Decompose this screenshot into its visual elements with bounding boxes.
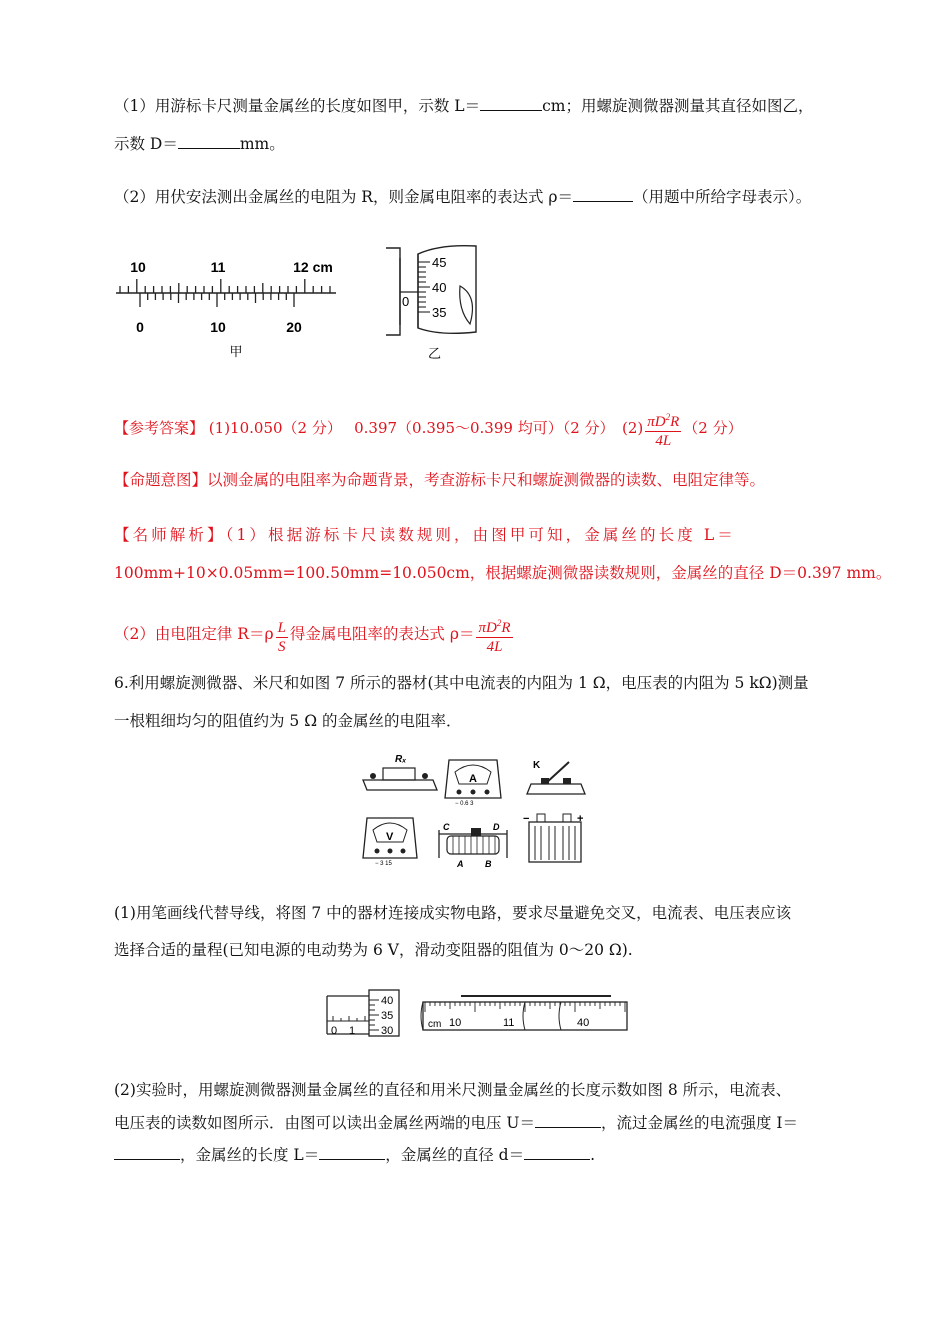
rx-label: Rₓ: [395, 754, 407, 765]
frac-num: πD: [647, 414, 666, 430]
micrometer-8: [327, 990, 399, 1037]
micrometer-8-label: 35: [381, 1010, 394, 1022]
rheostat-d: D: [493, 822, 500, 832]
frac-sup: 2: [665, 412, 671, 422]
q6-part2-text-e: .: [590, 1146, 596, 1164]
q5-part1-text-b: cm；用螺旋测微器测量其直径如图乙，: [542, 97, 814, 115]
q6-line2: 一根粗细均匀的阻值约为 5 Ω 的金属丝的电阻率．: [114, 712, 462, 730]
measurement-figure-8: [325, 988, 635, 1040]
micrometer-8-label: 0: [331, 1025, 338, 1037]
q6-part2-text-d: ，金属丝的直径 d＝: [385, 1146, 525, 1164]
intent-tag: 【命题意图】: [114, 471, 208, 489]
q5-part1-text-c: 示数 D＝: [114, 135, 178, 153]
micrometer-8-label: 1: [349, 1025, 356, 1037]
ammeter-scale: − 0.6 3: [455, 801, 474, 807]
ammeter-label: A: [469, 773, 477, 785]
q5-part2-text: （2）用伏安法测出金属丝的电阻为 R，则金属电阻率的表达式 ρ＝: [114, 188, 574, 206]
q6-part2-line1: (2)实验时，用螺旋测微器测量金属丝的直径和用米尺测量金属丝的长度示数如图 8 所示，电流表、: [114, 1081, 792, 1099]
analysis-line3: [114, 614, 515, 656]
frac-num: L: [277, 620, 286, 636]
ammeter: [445, 760, 501, 807]
answer-text: (1)10.050（2 分） 0.397（0.395～0.399 均可）（2 分） (2): [208, 419, 644, 437]
rheostat: [439, 822, 507, 869]
answer-fraction: [645, 408, 681, 450]
rheostat-b: B: [485, 859, 492, 869]
analysis-fraction-rho: [476, 614, 512, 656]
battery: [523, 813, 583, 862]
ruler-label: cm: [428, 1019, 442, 1030]
q6-part1-line2: 选择合适的量程(已知电源的电动势为 6 V，滑动变阻器的阻值为 0～20 Ω).: [114, 941, 633, 959]
analysis-line2: 100mm+10×0.05mm=100.50mm=10.050cm，根据螺旋测微器读数规则，金属丝的直径 D＝0.397 mm。: [114, 564, 892, 582]
micrometer-figure: [380, 240, 490, 365]
analysis-text-b: 得金属电阻率的表达式 ρ＝: [289, 625, 475, 643]
q6-part2-text-c: ，金属丝的长度 L＝: [180, 1146, 320, 1164]
frac-den: S: [278, 639, 286, 655]
voltmeter-scale: − 3 15: [375, 861, 392, 867]
q5-part1-text: （1）用游标卡尺测量金属丝的长度如图甲，示数 L＝: [114, 97, 481, 115]
ruler-label: 10: [449, 1017, 462, 1029]
analysis-line1: 【名师解析】（1）根据游标卡尺读数规则，由图甲可知，金属丝的长度 L＝: [114, 526, 736, 544]
caliper-bottom-label: 10: [210, 319, 226, 335]
rheostat-c: C: [443, 822, 450, 832]
q5-part1-line1: [114, 95, 813, 116]
ruler-label: 40: [577, 1017, 590, 1029]
analysis-text: （2）由电阻定律 R＝ρ: [114, 625, 274, 643]
q5-part1-text-d: mm。: [239, 135, 285, 153]
q6-part1-line1: (1)用笔画线代替导线，将图 7 中的器材连接成实物电路，要求尽量避免交叉，电流表、电压表应该: [114, 904, 792, 922]
switch-k: [527, 760, 585, 794]
micrometer-8-label: 40: [381, 995, 394, 1007]
answer-tail: （2 分）: [683, 419, 743, 437]
meter-ruler: [421, 996, 627, 1030]
micrometer-label: 0: [402, 294, 410, 309]
micrometer-label: 35: [432, 305, 447, 320]
micrometer-label: 40: [432, 280, 447, 295]
answer-blank: [319, 1144, 385, 1160]
intent-text: 以测金属的电阻率为命题背景，考查游标卡尺和螺旋测微器的读数、电阻定律等。: [207, 471, 766, 489]
reference-answer: [114, 408, 743, 450]
rheostat-a: A: [457, 859, 464, 869]
q6-part2-line3: [114, 1144, 595, 1165]
q5-part2-line: [114, 186, 811, 207]
answer-blank: [178, 133, 240, 149]
frac-num-tail: R: [670, 414, 680, 430]
answer-blank: [524, 1144, 590, 1160]
answer-blank: [535, 1112, 601, 1128]
q6-part2-line2: [114, 1112, 798, 1133]
analysis-fraction-ls: [276, 619, 288, 656]
figure-caption-yi: 乙: [428, 346, 442, 361]
resistor-rx: [363, 754, 437, 790]
caliper-top-label: 12 cm: [293, 259, 333, 275]
battery-plus: +: [577, 813, 584, 825]
answer-blank: [114, 1144, 180, 1160]
caliper-top-label: 11: [210, 259, 226, 275]
frac-num: πD: [478, 620, 497, 636]
battery-minus: −: [523, 813, 530, 825]
question-intent: [114, 470, 765, 490]
frac-num-tail: R: [501, 620, 511, 636]
frac-den: 4L: [486, 639, 503, 655]
caliper-bottom-label: 20: [286, 319, 302, 335]
voltmeter: [363, 818, 417, 867]
answer-blank: [480, 95, 542, 111]
vernier-caliper-figure: [108, 252, 348, 362]
caliper-top-label: 10: [130, 259, 146, 275]
q6-part2-text-b: ，流过金属丝的电流强度 I＝: [601, 1114, 799, 1132]
q5-part2-text-b: （用题中所给字母表示）。: [633, 188, 812, 206]
figure-caption-jia: 甲: [229, 344, 243, 359]
q5-part1-line2: [114, 133, 285, 154]
apparatus-figure-7: [355, 750, 595, 875]
frac-sup: 2: [496, 618, 502, 628]
q6-line1: 6.利用螺旋测微器、米尺和如图 7 所示的器材(其中电流表的内阻为 1 Ω，电压表的内阻为 5 kΩ)测量: [114, 674, 809, 692]
micrometer-8-label: 30: [381, 1025, 394, 1037]
ruler-label: 11: [503, 1017, 515, 1029]
frac-den: 4L: [655, 433, 672, 449]
answer-tag: 【参考答案】: [114, 419, 205, 437]
switch-label: K: [533, 760, 541, 771]
voltmeter-label: V: [386, 831, 394, 843]
answer-blank: [573, 186, 633, 202]
q6-part2-text: 电压表的读数如图所示．由图可以读出金属丝两端的电压 U＝: [114, 1114, 535, 1132]
micrometer-label: 45: [432, 255, 447, 270]
caliper-bottom-label: 0: [136, 319, 144, 335]
